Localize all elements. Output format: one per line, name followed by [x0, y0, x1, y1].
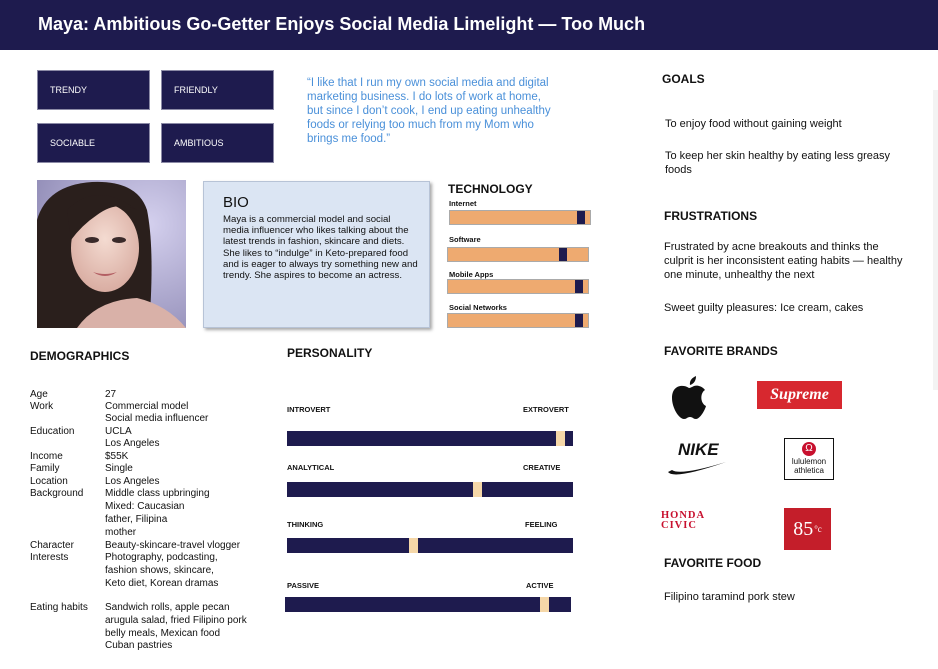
tech-marker — [577, 211, 585, 224]
demographics-value: Middle class upbringing — [105, 488, 210, 499]
demographics-key: Age — [30, 389, 48, 400]
trait-badge-trendy: TRENDY — [37, 70, 150, 110]
tech-label-internet: Internet — [449, 199, 477, 208]
tech-bar-social-networks — [447, 313, 589, 328]
honda-civic-logo: HONDA CIVIC — [661, 510, 705, 531]
apple-logo — [669, 374, 709, 420]
tech-bar-software — [447, 247, 589, 262]
demographics-key: Income — [30, 451, 63, 462]
demographics-value: 27 — [105, 389, 117, 400]
demographics-value: Los Angeles — [105, 476, 160, 487]
scale-left-label: THINKING — [287, 520, 324, 529]
demographics-value: Keto diet, Korean dramas — [105, 578, 219, 589]
demographics-value: Single — [105, 463, 133, 474]
tech-bar-mobile-apps — [447, 279, 589, 294]
frustration-item: Sweet guilty pleasures: Ice cream, cakes — [664, 302, 864, 314]
scale-left-label: ANALYTICAL — [287, 463, 335, 472]
scale-left-label: INTROVERT — [287, 405, 331, 414]
85c-wordmark: 85 — [793, 517, 814, 540]
tech-label-mobile-apps: Mobile Apps — [449, 270, 494, 279]
demographics-key: Background — [30, 488, 84, 499]
demographics-value: $55K — [105, 451, 129, 462]
scale-right-label: ACTIVE — [526, 581, 554, 590]
demographics-key: Interests — [30, 552, 69, 563]
scale-marker — [556, 431, 565, 446]
bio-card — [203, 181, 430, 328]
frustration-item: Frustrated by acne breakouts and thinks the culprit is her inconsistent eating habits — healthy one minute, unhealthy the next — [664, 241, 903, 281]
tech-bar-internet — [449, 210, 591, 225]
scale-right-label: FEELING — [525, 520, 558, 529]
persona-quote: “I like that I run my own social media and digital marketing business. I do lots of work at home, but since I don’t cook, I end up eating unhealthy foods or relying too much from my Mom who brings me food.” — [307, 77, 551, 145]
goals-title: GOALS — [662, 72, 705, 86]
goal-item: To keep her skin healthy by eating less greasy foods — [665, 150, 891, 176]
bio-title: BIO — [223, 194, 249, 211]
tech-label-software: Software — [449, 235, 481, 244]
nike-wordmark: NIKE — [678, 440, 719, 459]
demographics-value: Sandwich rolls, apple pecan — [105, 602, 230, 613]
demographics-value: father, Filipina — [105, 514, 168, 525]
bio-text: Maya is a commercial model and social media influencer who likes talking about the latest trends in fashion, skincare and diets. She likes to “indulge” in Keto-prepared food and is eager to always try something new and trendy. She aspires to become an actress. — [223, 214, 418, 282]
demographics-key: Work — [30, 401, 54, 412]
scale-marker — [473, 482, 482, 497]
frustrations-title: FRUSTRATIONS — [664, 209, 758, 223]
demographics-value: Social media influencer — [105, 413, 209, 424]
personality-title: PERSONALITY — [287, 346, 373, 360]
tech-marker — [575, 314, 583, 327]
scale-left-label: PASSIVE — [287, 581, 319, 590]
technology-title: TECHNOLOGY — [448, 182, 533, 196]
tech-marker — [559, 248, 567, 261]
demographics-value: Cuban pastries — [105, 640, 173, 651]
tech-label-social-networks: Social Networks — [449, 303, 507, 312]
lululemon-logo — [784, 438, 834, 480]
demographics-key: Eating habits — [30, 602, 88, 613]
demographics-key: Family — [30, 463, 60, 474]
scale-bar-introvert-extrovert — [287, 431, 573, 446]
trait-badge-sociable: SOCIABLE — [37, 123, 150, 163]
scale-right-label: EXTROVERT — [523, 405, 569, 414]
85c-degree-icon: °c — [814, 524, 822, 534]
scale-bar-analytical-creative — [287, 482, 573, 497]
demographics-value: mother — [105, 527, 137, 538]
edge-strip — [933, 90, 938, 390]
persona-photo — [37, 180, 186, 328]
scale-bar-passive-active — [285, 597, 571, 612]
demographics-value: belly meals, Mexican food — [105, 628, 221, 639]
supreme-logo: Supreme — [757, 381, 842, 409]
demographics-key: Character — [30, 540, 74, 551]
scale-marker — [540, 597, 549, 612]
brands-title: FAVORITE BRANDS — [664, 344, 778, 358]
demographics-title: DEMOGRAPHICS — [30, 349, 130, 363]
demographics-value: arugula salad, fried Filipino pork — [105, 615, 247, 626]
food-text: Filipino taramind pork stew — [664, 591, 795, 603]
goal-item: To enjoy food without gaining weight — [665, 118, 842, 130]
demographics-value: fashion shows, skincare, — [105, 565, 214, 576]
nike-logo — [666, 440, 728, 480]
scale-marker — [409, 538, 418, 553]
demographics-value: Mixed: Caucasian — [105, 501, 185, 512]
demographics-value: Beauty-skincare-travel vlogger — [105, 540, 241, 551]
demographics-value: Photography, podcasting, — [105, 552, 218, 563]
scale-right-label: CREATIVE — [523, 463, 561, 472]
demographics-value: Commercial model — [105, 401, 189, 412]
page-title: Maya: Ambitious Go-Getter Enjoys Social Media Limelight — Too Much — [38, 14, 646, 34]
trait-badge-ambitious: AMBITIOUS — [161, 123, 274, 163]
85c-logo — [784, 508, 831, 550]
lululemon-wordmark: lululemon athletica — [791, 457, 827, 475]
lululemon-icon: Ω — [802, 442, 816, 456]
demographics-value: Los Angeles — [105, 438, 160, 449]
scale-bar-thinking-feeling — [287, 538, 573, 553]
demographics-value: UCLA — [105, 426, 132, 437]
tech-marker — [575, 280, 583, 293]
demographics-key: Location — [30, 476, 68, 487]
trait-badge-friendly: FRIENDLY — [161, 70, 274, 110]
demographics-key: Education — [30, 426, 75, 437]
food-title: FAVORITE FOOD — [664, 556, 762, 570]
